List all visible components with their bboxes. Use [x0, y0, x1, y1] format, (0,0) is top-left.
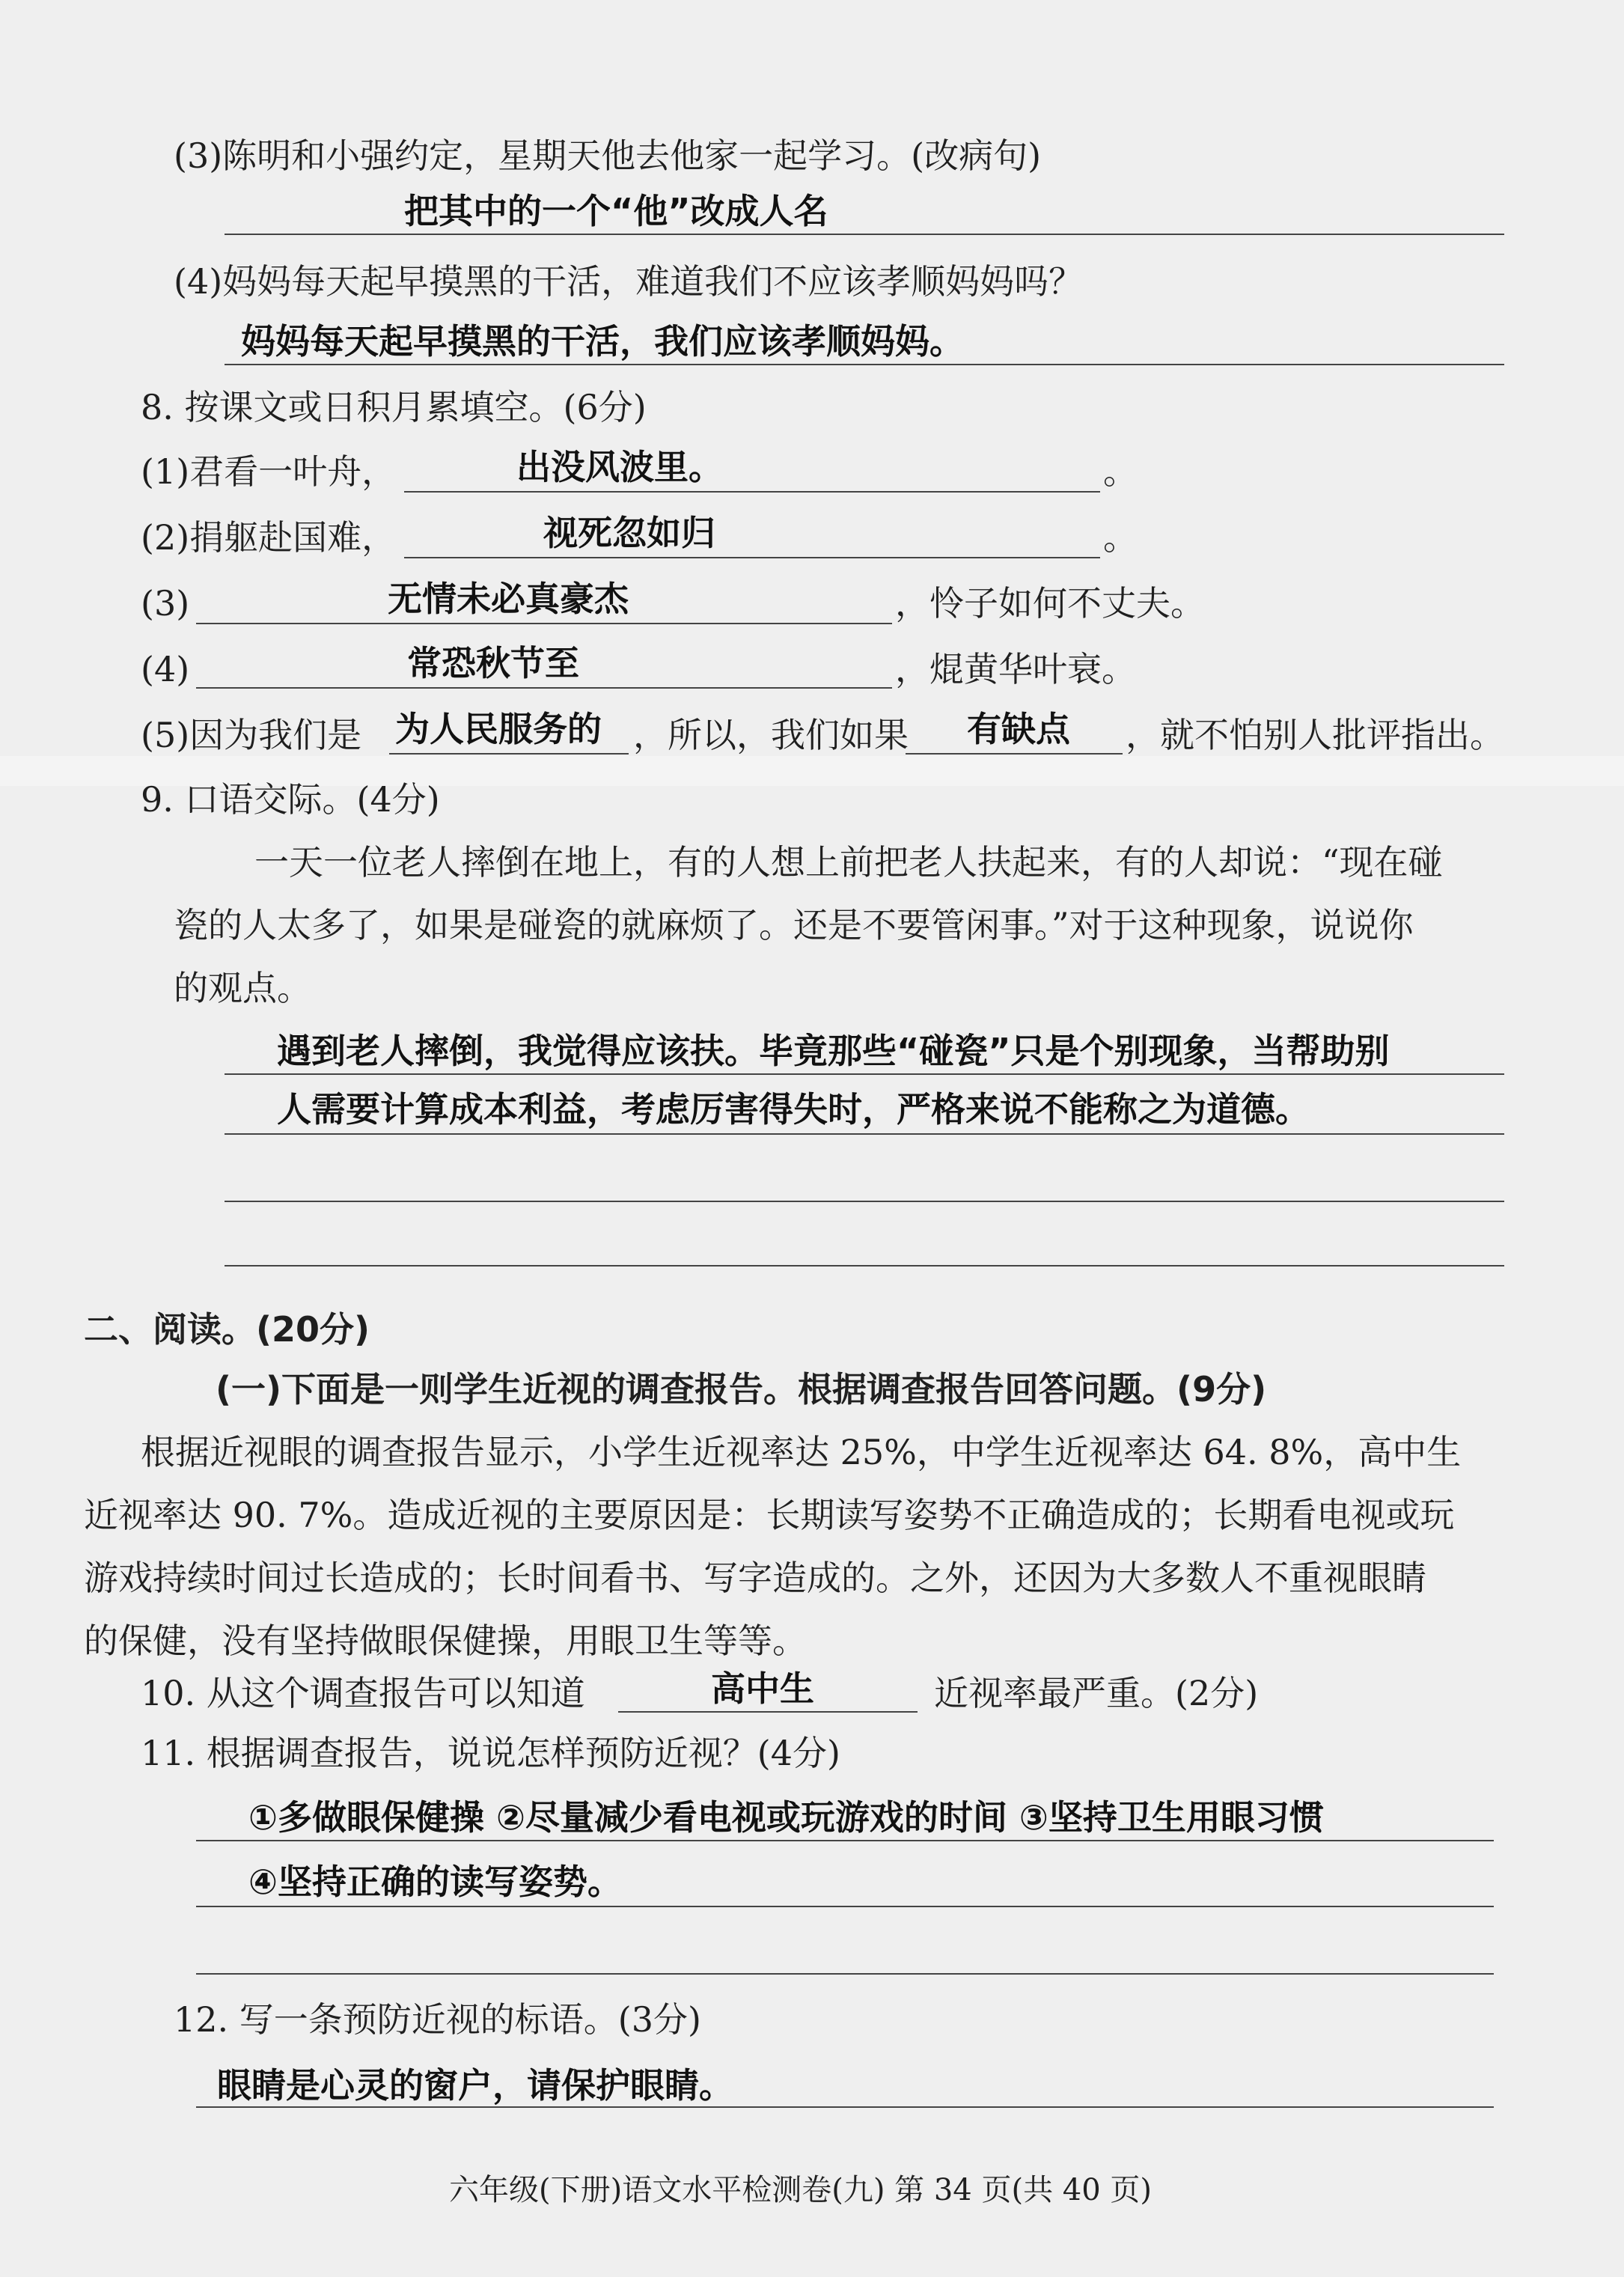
q8-item3-prefix: (3) — [141, 583, 190, 624]
q8-item3-answer: 无情未必真豪杰 — [388, 579, 629, 619]
answer-line — [196, 1906, 1494, 1907]
answer-line — [225, 364, 1504, 365]
section2-sub-title: (一)下面是一则学生近视的调查报告。根据调查报告回答问题。(9分) — [216, 1369, 1267, 1409]
q8-item4-suffix: ，焜黄华叶衰。 — [895, 649, 1136, 689]
q8-item2-prefix: (2)捐躯赴国难， — [141, 517, 397, 558]
answer-line — [196, 1840, 1494, 1841]
q8-item5-answer1: 为人民服务的 — [395, 709, 602, 749]
page-footer: 六年级(下册)语文水平检测卷(九) 第 34 页(共 40 页) — [449, 2173, 1153, 2207]
answer-line — [225, 1265, 1504, 1266]
q12-answer: 眼睛是心灵的窗户，请保护眼睛。 — [217, 2065, 733, 2106]
q10-answer: 高中生 — [711, 1668, 814, 1709]
q9-answer-line: 人需要计算成本利益，考虑厉害得失时，严格来说不能称之为道德。 — [277, 1089, 1310, 1130]
q10-prefix: 10. 从这个调查报告可以知道 — [141, 1673, 585, 1713]
fill-line — [404, 557, 1100, 558]
fill-line — [196, 687, 892, 689]
q7-item3-answer: 把其中的一个“他”改成人名 — [404, 191, 828, 231]
q8-title: 8. 按课文或日积月累填空。(6分) — [141, 387, 647, 427]
q11-answer-line: ①多做眼保健操 ②尽量减少看电视或玩游戏的时间 ③坚持卫生用眼习惯 — [248, 1797, 1324, 1838]
q8-item5-part3: ，就不怕别人批评指出。 — [1126, 715, 1504, 755]
fill-line — [618, 1711, 918, 1713]
q8-item5-part1: (5)因为我们是 — [141, 715, 362, 755]
q12-title: 12. 写一条预防近视的标语。(3分) — [174, 1999, 701, 2040]
section2-title: 二、阅读。(20分) — [84, 1309, 370, 1350]
fill-line — [389, 753, 629, 755]
q7-item3-prompt: (3)陈明和小强约定，星期天他去他家一起学习。(改病句) — [174, 135, 1042, 176]
report-passage-line: 游戏持续时间过长造成的；长时间看书、写字造成的。之外，还因为大多数人不重视眼睛 — [84, 1558, 1426, 1598]
answer-line — [196, 2106, 1494, 2108]
q8-item4-answer: 常恐秋节至 — [407, 643, 579, 683]
report-passage-line: 根据近视眼的调查报告显示，小学生近视率达 25%，中学生近视率达 64. 8%，高中生 — [141, 1432, 1462, 1472]
q8-item1-suffix: 。 — [1103, 451, 1138, 492]
q9-answer-line: 遇到老人摔倒，我觉得应该扶。毕竟那些“碰瓷”只是个别现象，当帮助别 — [277, 1031, 1390, 1071]
answer-line — [225, 1201, 1504, 1202]
q8-item2-answer: 视死忽如归 — [543, 513, 715, 553]
report-passage-line: 近视率达 90. 7%。造成近视的主要原因是：长期读写姿势不正确造成的；长期看电视或玩 — [84, 1495, 1455, 1535]
q11-title: 11. 根据调查报告，说说怎样预防近视？(4分) — [141, 1733, 840, 1773]
fill-line — [906, 753, 1123, 755]
q9-passage-line: 一天一位老人摔倒在地上，有的人想上前把老人扶起来，有的人却说：“现在碰 — [254, 842, 1443, 883]
q9-passage-line: 的观点。 — [174, 968, 311, 1008]
answer-line — [225, 1073, 1504, 1075]
q8-item5-answer2: 有缺点 — [967, 709, 1070, 749]
q8-item1-answer: 出没风波里。 — [516, 447, 723, 487]
fill-line — [196, 623, 892, 624]
report-passage-line: 的保健，没有坚持做眼保健操，用眼卫生等等。 — [84, 1621, 807, 1661]
q11-answer-line: ④坚持正确的读写姿势。 — [248, 1862, 622, 1902]
q8-item1-prefix: (1)君看一叶舟， — [141, 451, 397, 492]
fill-line — [404, 491, 1100, 493]
q7-item4-answer: 妈妈每天起早摸黑的干活，我们应该孝顺妈妈。 — [241, 321, 964, 362]
q8-item5-part2: ，所以，我们如果 — [633, 715, 909, 755]
answer-line — [225, 234, 1504, 235]
q10-suffix: 近视率最严重。(2分) — [934, 1673, 1259, 1713]
q7-item4-prompt: (4)妈妈每天起早摸黑的干活，难道我们不应该孝顺妈妈吗？ — [174, 261, 1084, 302]
answer-line — [196, 1973, 1494, 1975]
q9-title: 9. 口语交际。(4分) — [141, 779, 440, 820]
q8-item2-suffix: 。 — [1103, 517, 1138, 558]
q8-item3-suffix: ，怜子如何不丈夫。 — [895, 583, 1205, 624]
answer-line — [225, 1133, 1504, 1135]
q8-item4-prefix: (4) — [141, 649, 190, 689]
q9-passage-line: 瓷的人太多了，如果是碰瓷的就麻烦了。还是不要管闲事。”对于这种现象，说说你 — [174, 905, 1414, 945]
